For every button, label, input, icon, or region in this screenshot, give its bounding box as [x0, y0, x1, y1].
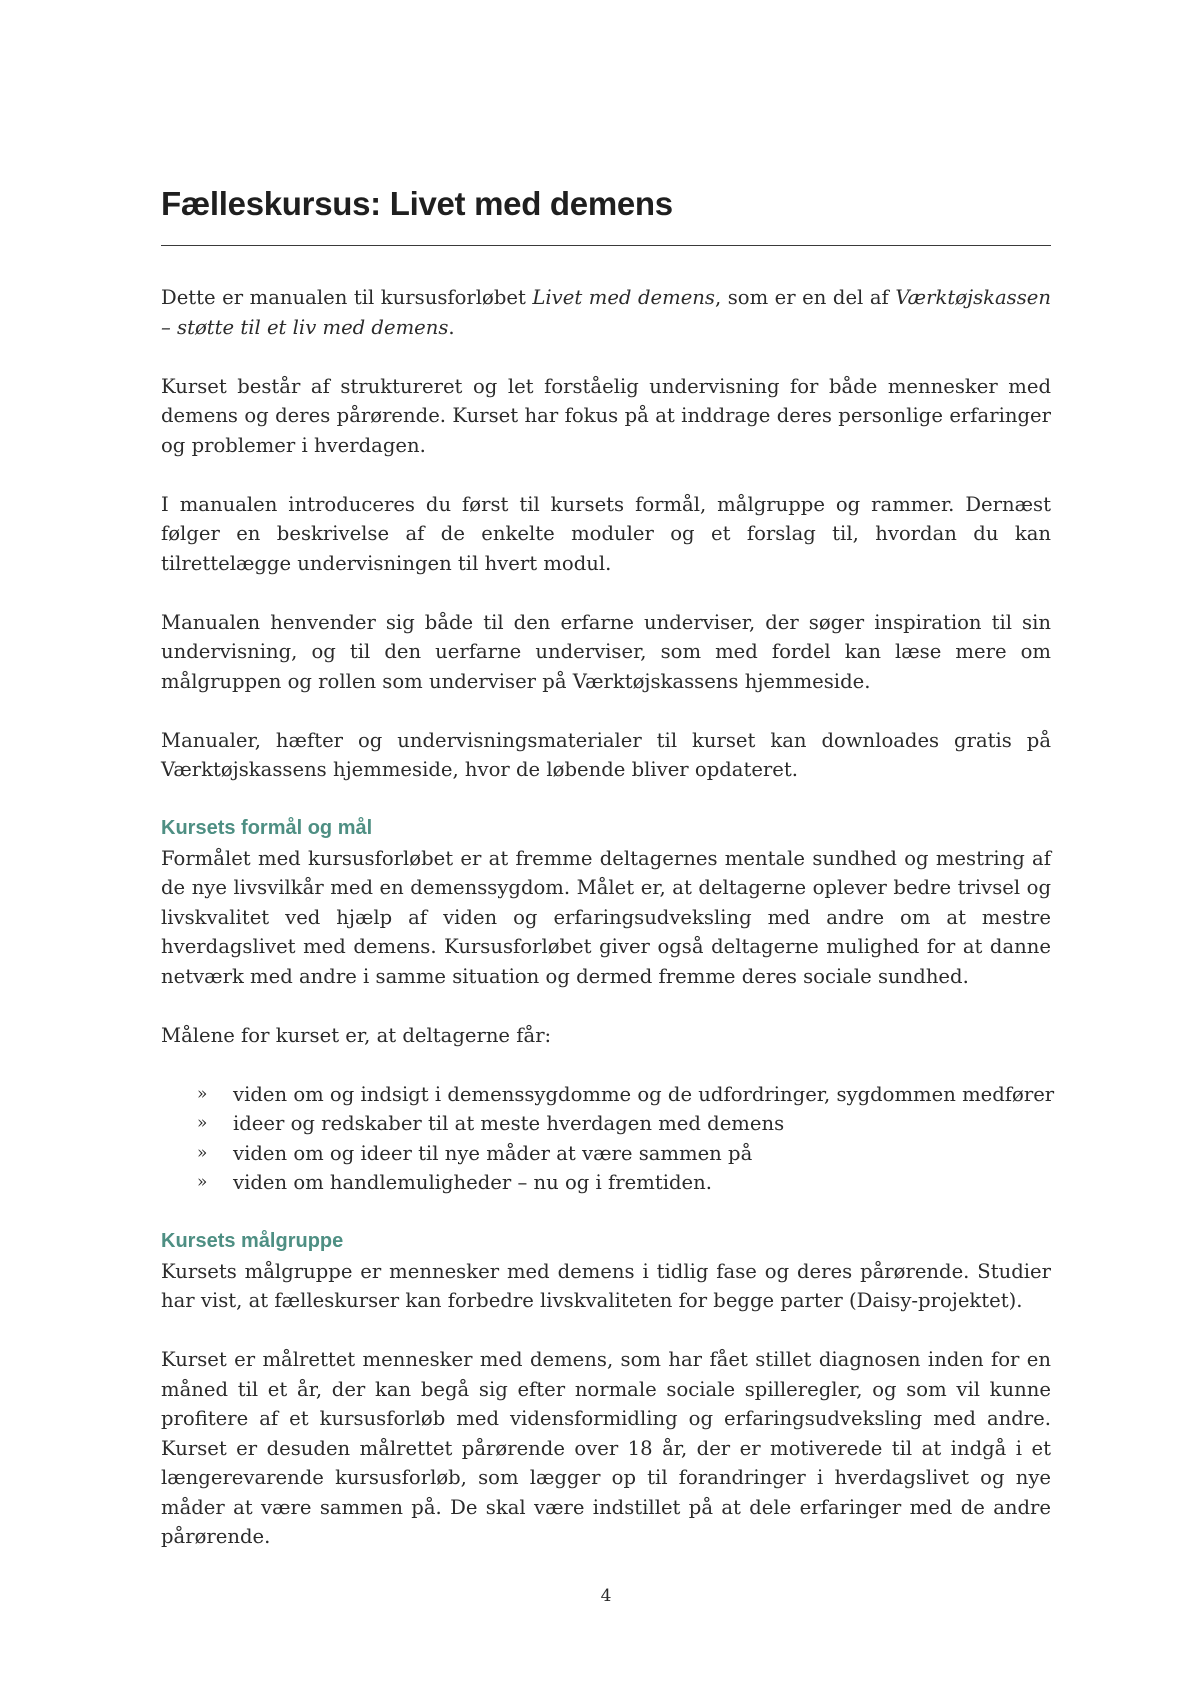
list-item	[161, 1080, 1055, 1110]
list-item-text: ideer og redskaber til at meste hverdagen med demens	[233, 1112, 785, 1135]
bullet-mark: »	[197, 1142, 208, 1163]
course-name: Livet med demens	[532, 286, 715, 309]
list-item	[161, 1139, 1051, 1169]
intro-text-2: , som er en del af	[714, 286, 896, 309]
paragraph-target-group: Kursets målgruppe er mennesker med demens i tidlig fase og deres pårørende. Studier har vist, at fælleskurser kan forbedre livskvaliteten for begge parter (Daisy-projektet).	[161, 1259, 1051, 1312]
document-page	[161, 0, 1055, 1698]
list-item	[161, 1168, 1051, 1198]
page-number: 4	[600, 1586, 612, 1606]
paragraph-downloads: Manualer, hæfter og undervisningsmaterialer til kurset kan downloades gratis på Værktøjskassens hjemmeside, hvor de løbende bliver opdateret.	[161, 728, 1051, 781]
toolbox-name: Værktøjskassen – støtte til et liv med demens	[161, 286, 1051, 339]
paragraph-audience: Manualen henvender sig både til den erfarne underviser, der søger inspiration til sin undervisning, og til den uerfarne underviser, som med fordel kan læse mere om målgruppen og rollen som underviser på Værktøjskassens hjemmeside.	[161, 610, 1051, 693]
paragraph-course-content: Kurset består af struktureret og let forståelig undervisning for både mennesker med demens og deres pårørende. Kurset har fokus på at inddrage deres personlige erfaringer og problemer i hverdagen.	[161, 374, 1051, 457]
list-item-text: viden om og ideer til nye måder at være sammen på	[233, 1141, 753, 1165]
paragraph-goals-intro: Målene for kurset er, at deltagerne får:	[161, 1023, 552, 1047]
paragraph-manual-overview: I manualen introduceres du først til kursets formål, målgruppe og rammer. Dernæst følger en beskrivelse af de enkelte moduler og et forslag til, hvordan du kan tilrettelægge undervisningen til hvert modul.	[161, 492, 1051, 575]
bullet-mark: »	[197, 1113, 208, 1133]
goals-list	[161, 1080, 1055, 1198]
section-heading-target-group: Kursets målgruppe	[161, 1230, 344, 1252]
list-item	[161, 1109, 1051, 1139]
paragraph-purpose: Formålet med kursusforløbet er at fremme deltagernes mentale sundhed og mestring af de nye livsvilkår med en demenssygdom. Målet er, at deltagerne oplever bedre trivsel og livskvalitet ved hjælp af viden og erfaringsudveksling med andre om at mestre hverdagslivet med demens. Kursusforløbet giver også deltagerne mulighed for at danne netværk med andre i samme situation og dermed fremme deres sociale sundhed.	[161, 846, 1051, 988]
paragraph-target-criteria: Kurset er målrettet mennesker med demens, som har fået stillet diagnosen inden for en måned til et år, der kan begå sig efter normale sociale spilleregler, og som vil kunne profitere af et kursusforløb med vidensformidling og erfaringsudveksling med andre. Kurset er desuden målrettet pårørende over 18 år, der er motiverede til at indgå i et længerevarende kursusforløb, som lægger op til forandringer i hverdagslivet og nye måder at være sammen på. De skal være indstillet på at dele erfaringer med de andre pårørende.	[161, 1348, 1051, 1548]
bullet-mark: »	[197, 1172, 208, 1192]
document-body	[161, 283, 1055, 1552]
page-title: Fælleskursus: Livet med demens	[161, 185, 673, 222]
section-heading-purpose: Kursets formål og mål	[161, 817, 373, 839]
intro-text-1: Dette er manualen til kursusforløbet	[161, 286, 533, 309]
intro-paragraph	[161, 283, 1051, 342]
list-item-text: viden om handlemuligheder – nu og i fremtiden.	[233, 1171, 712, 1194]
title-divider	[161, 245, 1051, 246]
bullet-mark: »	[197, 1083, 208, 1104]
list-item-text: viden om og indsigt i demenssygdomme og de udfordringer, sygdommen medfører	[233, 1082, 1055, 1106]
intro-text-3: .	[448, 315, 455, 339]
